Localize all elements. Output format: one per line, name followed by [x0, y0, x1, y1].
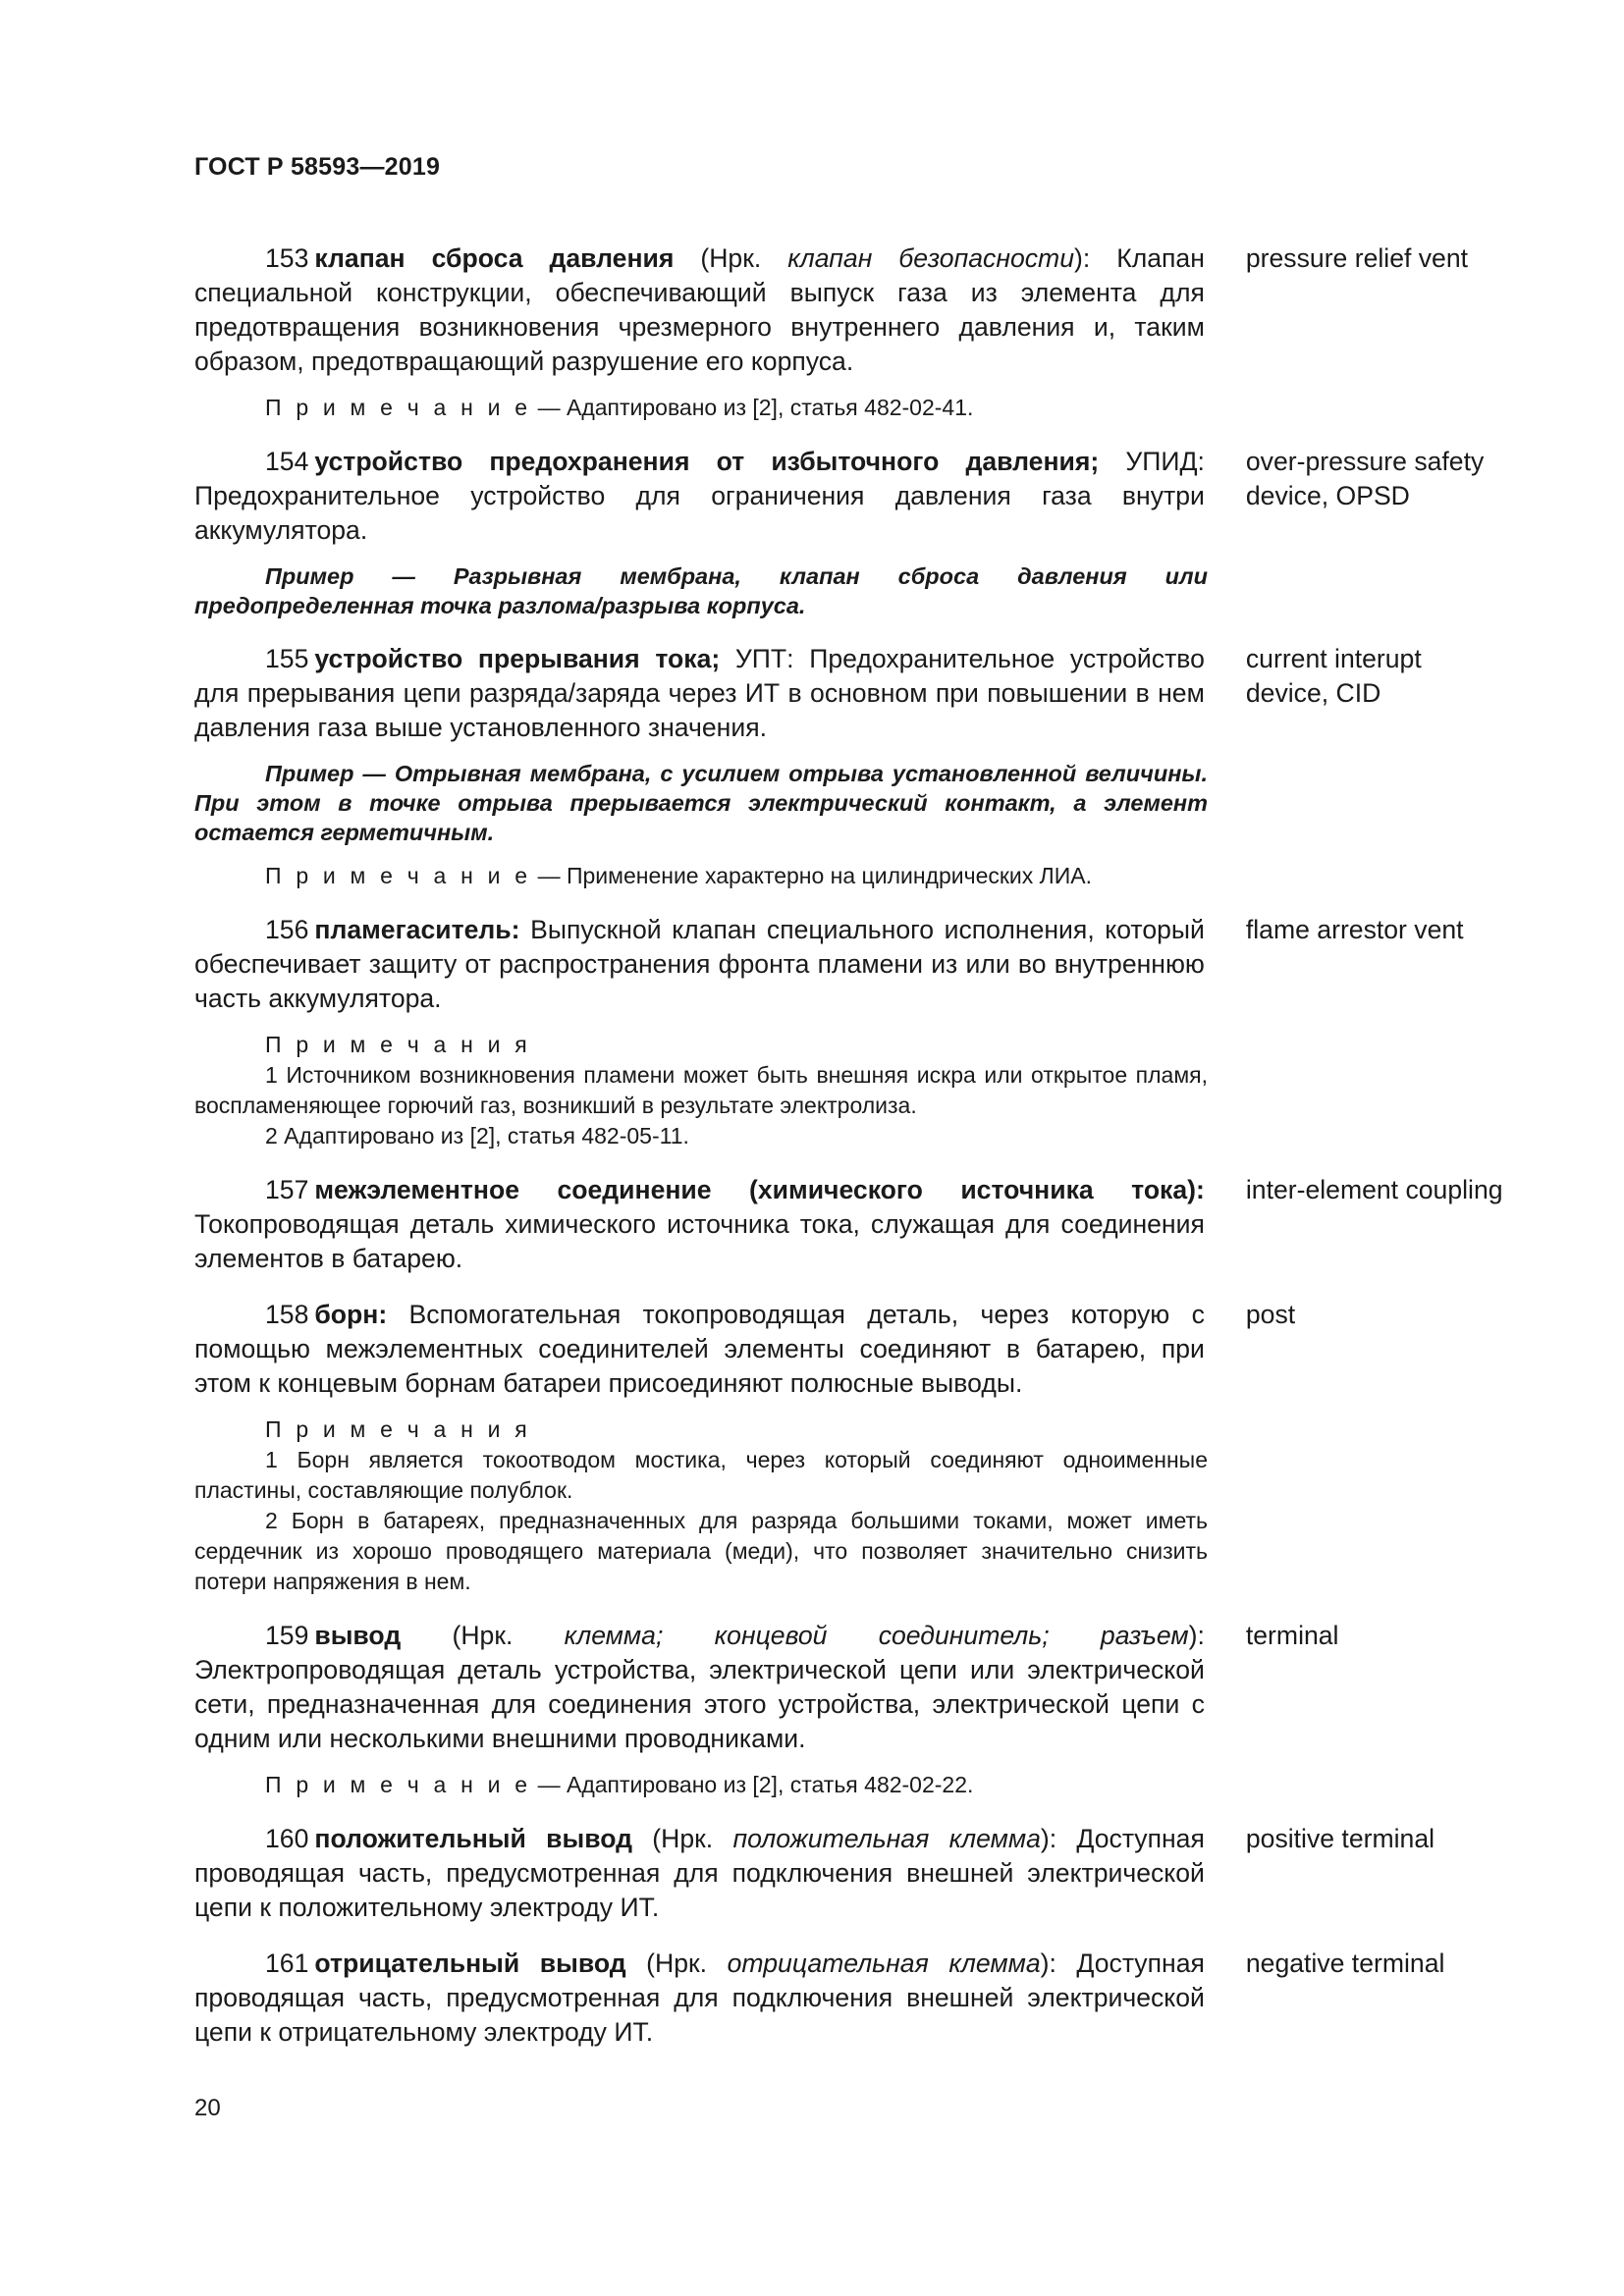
term-deprecated: клапан безопасности: [787, 243, 1074, 273]
term-name: пламегаситель:: [314, 915, 520, 944]
notes-heading: П р и м е ч а н и я: [265, 1416, 531, 1442]
term-definition: 161 отрицательный вывод (Нрк. отрицательная клемма): Доступная проводящая часть, предусмотренная для подключения внешней электрической цепи к отрицательному электроду ИТ.: [194, 1949, 1205, 2047]
term-name: клапан сброса давления: [314, 243, 675, 273]
term-definition: 156 пламегаситель: Выпускной клапан специального исполнения, который обеспечивает защиту от распространения фронта пламени из или во внутреннюю часть аккумулятора.: [194, 915, 1205, 1013]
term-entry-161: [194, 1947, 1530, 2050]
document-header: ГОСТ Р 58593—2019: [194, 153, 441, 181]
term-definition: 159 вывод (Нрк. клемма; концевой соединитель; разъем): Электропроводящая деталь устройства, электрической цепи или электрической сети, предназначенная для соединения этого устройства, электрической цепи с одним или несколькими внешними проводниками.: [194, 1621, 1205, 1753]
term-entry-159: [194, 1619, 1530, 1756]
term-example: Пример — Отрывная мембрана, с усилием отрыва установленной величины. При этом в точке отрыва прерывается электрический контакт, а элемент остается герметичным.: [194, 761, 1208, 845]
term-name: устройство предохранения от избыточного давления;: [314, 447, 1100, 476]
term-english: over-pressure safety device, OPSD: [1245, 447, 1485, 510]
term-definition: 158 борн: Вспомогательная токопроводящая деталь, через которую с помощью межэлементных соединителей элементы соединяют в батарею, при этом к концевым борнам батареи присоединяют полюсные выводы.: [194, 1300, 1205, 1398]
term-entry-154: [194, 445, 1530, 548]
term-note: П р и м е ч а н и е — Адаптировано из [2], статья 482-02-22.: [265, 1772, 974, 1797]
term-definition: 157 межэлементное соединение (химического источника тока): Токопроводящая деталь химического источника тока, служащая для соединения элементов в батарею.: [194, 1175, 1205, 1273]
note-item: 1 Источником возникновения пламени может быть внешняя искра или открытое пламя, воспламеняющее горючий газ, возникший в результате электролиза.: [194, 1062, 1208, 1118]
term-deprecated: отрицательная клемма: [727, 1949, 1041, 1978]
term-english: negative terminal: [1245, 1949, 1445, 1978]
term-entry-156: [194, 913, 1530, 1016]
term-name: отрицательный вывод: [314, 1949, 626, 1978]
terms-list: [194, 241, 1530, 2050]
term-deprecated: клемма; концевой соединитель; разъем: [564, 1621, 1189, 1650]
notes-heading: П р и м е ч а н и я: [265, 1032, 531, 1057]
term-note: П р и м е ч а н и е — Применение характерно на цилиндрических ЛИА.: [265, 863, 1093, 888]
term-name: положительный вывод: [314, 1824, 632, 1853]
term-entry-158: [194, 1298, 1530, 1401]
term-name: вывод: [314, 1621, 402, 1650]
term-definition: 160 положительный вывод (Нрк. положительная клемма): Доступная проводящая часть, предусмотренная для подключения внешней электрической цепи к положительному электроду ИТ.: [194, 1824, 1205, 1922]
term-entry-155: [194, 642, 1530, 745]
note-item: 2 Адаптировано из [2], статья 482-05-11.: [265, 1123, 689, 1148]
term-english: current interupt device, CID: [1245, 644, 1422, 708]
term-entry-157: [194, 1173, 1530, 1276]
term-name: межэлементное соединение (химического источника тока):: [314, 1175, 1205, 1204]
term-definition: 155 устройство прерывания тока; УПТ: Предохранительное устройство для прерывания цепи разряда/заряда через ИТ в основном при повышении в нем давления газа выше установленного значения.: [194, 644, 1205, 742]
term-english: post: [1245, 1300, 1296, 1329]
term-entry-153: [194, 241, 1530, 379]
term-example: Пример — Разрывная мембрана, клапан сброса давления или предопределенная точка разлома/разрыва корпуса.: [194, 563, 1208, 618]
term-definition: 154 устройство предохранения от избыточного давления; УПИД: Предохранительное устройство для ограничения давления газа внутри аккумулятора.: [194, 447, 1205, 545]
term-deprecated: положительная клемма: [732, 1824, 1041, 1853]
term-note: П р и м е ч а н и е — Адаптировано из [2], статья 482-02-41.: [265, 395, 974, 420]
term-name: устройство прерывания тока;: [314, 644, 721, 673]
page-number: 20: [194, 2095, 221, 2121]
term-name: борн:: [314, 1300, 388, 1329]
note-item: 2 Борн в батареях, предназначенных для разряда большими токами, может иметь сердечник из хорошо проводящего материала (меди), что позволяет значительно снизить потери напряжения в нем.: [194, 1508, 1208, 1594]
term-entry-160: [194, 1822, 1530, 1925]
term-english: pressure relief vent: [1245, 243, 1469, 273]
term-english: terminal: [1245, 1621, 1339, 1650]
note-item: 1 Борн является токоотводом мостика, через который соединяют одноименные пластины, составляющие полублок.: [194, 1447, 1208, 1503]
term-english: flame arrestor vent: [1245, 915, 1464, 944]
term-definition: 153 клапан сброса давления (Нрк. клапан безопасности): Клапан специальной конструкции, обеспечивающий выпуск газа из элемента для предотвращения возникновения чрезмерного внутреннего давления и, таким образом, предотвращающий разрушение его корпуса.: [194, 243, 1205, 376]
term-english: positive terminal: [1245, 1824, 1435, 1853]
term-english: inter-element coupling: [1245, 1175, 1503, 1204]
